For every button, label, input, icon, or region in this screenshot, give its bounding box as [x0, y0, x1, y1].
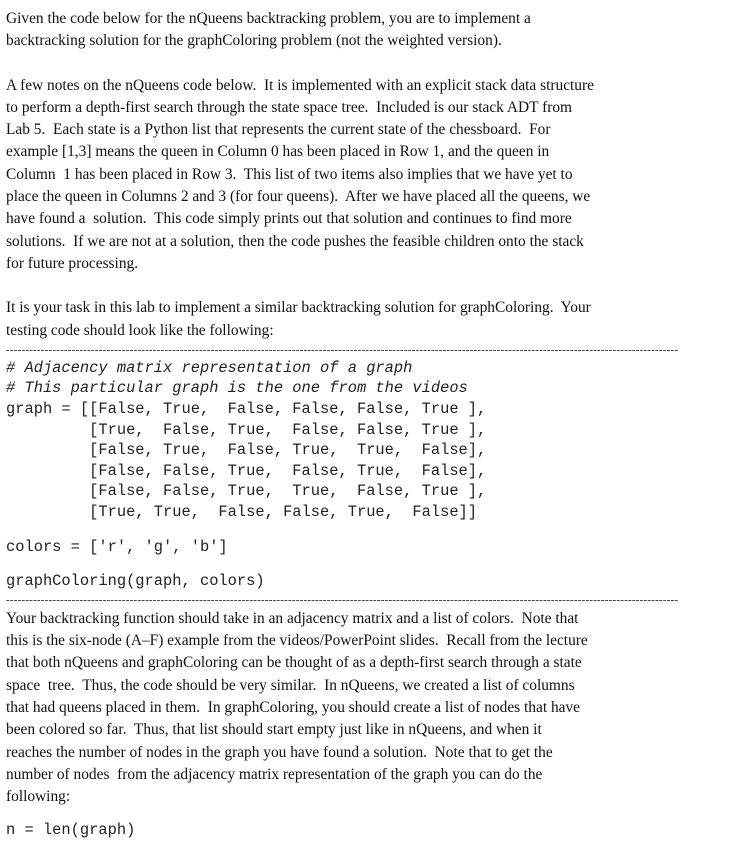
intro-paragraph: [6, 8, 734, 53]
text-line: been colored so far. Thus, that list should start empty just like in nQueens, and when it: [6, 721, 542, 739]
code-line: [False, False, True, False, True, False],: [6, 461, 487, 480]
text-line: to perform a depth-first search through the state space tree. Included is our stack ADT from: [6, 98, 572, 116]
code-line: colors = ['r', 'g', 'b']: [6, 537, 228, 556]
code-line: [False, False, True, True, False, True ],: [6, 482, 487, 501]
code-line: [True, True, False, False, True, False]]: [6, 503, 478, 522]
text-line: place the queen in Columns 2 and 3 (for four queens). After we have placed all the queens, we: [6, 188, 591, 206]
text-line: backtracking solution for the graphColoring problem (not the weighted version).: [6, 32, 502, 50]
code-line: n = len(graph): [6, 821, 136, 840]
text-line: space tree. Thus, the code should be very similar. In nQueens, we created a list of columns: [6, 676, 575, 694]
notes-paragraph: [6, 75, 734, 276]
task-paragraph: [6, 297, 734, 342]
text-line: reaches the number of nodes in the graph you have found a solution. Note that to get the: [6, 743, 553, 761]
text-line: this is the six-node (A–F) example from the videos/PowerPoint slides. Recall from the lecture: [6, 632, 588, 650]
dashed-divider: ------------------------------------------------------------------------------------------------------------------------------------------------------------------------------: [6, 593, 679, 606]
code-line: graphColoring(graph, colors): [6, 572, 265, 591]
code-line: [False, True, False, True, True, False],: [6, 441, 487, 460]
text-line: Column 1 has been placed in Row 3. This list of two items also implies that we have yet to: [6, 165, 573, 183]
text-line: number of nodes from the adjacency matrix representation of the graph you can do the: [6, 765, 543, 783]
text-line: have found a solution. This code simply prints out that solution and continues to find more: [6, 210, 572, 228]
text-line: example [1,3] means the queen in Column 0 has been placed in Row 1, and the queen in: [6, 143, 550, 161]
text-line: following:: [6, 788, 71, 806]
code-comment: # This particular graph is the one from the videos: [6, 379, 468, 398]
code-comment: # Adjacency matrix representation of a graph: [6, 358, 413, 377]
text-line: Lab 5. Each state is a Python list that represents the current state of the chessboard. For: [6, 121, 551, 139]
code-line: [True, False, True, False, False, True ],: [6, 420, 487, 439]
text-line: A few notes on the nQueens code below. It is implemented with an explicit stack data structure: [6, 76, 594, 94]
text-line: for future processing.: [6, 254, 139, 272]
text-line: testing code should look like the following:: [6, 321, 274, 339]
text-line: solutions. If we are not at a solution, then the code pushes the feasible children onto the stack: [6, 232, 584, 250]
text-line: that had queens placed in them. In graphColoring, you should create a list of nodes that have: [6, 698, 580, 716]
text-line: that both nQueens and graphColoring can be thought of as a depth-first search through a state: [6, 654, 582, 672]
code-line: graph = [[False, True, False, False, False, True ],: [6, 400, 487, 419]
text-line: Your backtracking function should take in an adjacency matrix and a list of colors. Note that: [6, 609, 579, 627]
dashed-divider: ------------------------------------------------------------------------------------------------------------------------------------------------------------------------------: [6, 343, 679, 356]
text-line: It is your task in this lab to implement a similar backtracking solution for graphColoring. Your: [6, 299, 591, 317]
text-line: Given the code below for the nQueens backtracking problem, you are to implement a: [6, 10, 531, 27]
explanation-paragraph: [6, 608, 734, 809]
code-block: [6, 358, 734, 592]
document-page: [6, 8, 734, 841]
